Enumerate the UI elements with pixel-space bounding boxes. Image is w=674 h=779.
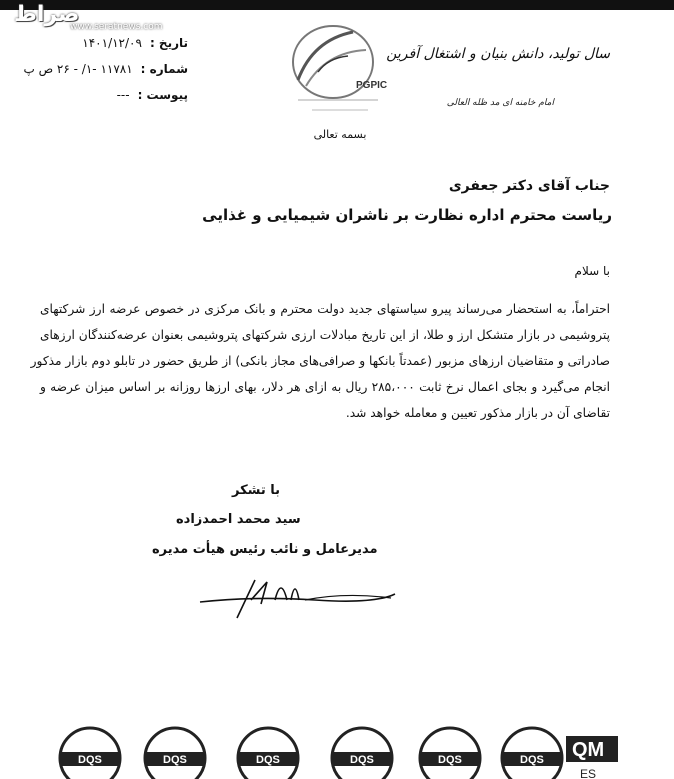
attachment-value: --- [116,88,130,102]
letter-meta [18,36,188,114]
besmeh: بسمه تعالی [313,128,367,141]
date-row [18,36,188,62]
date-value: ۱۴۰۱/۱۲/۰۹ [82,36,142,50]
handwritten-signature [195,570,400,620]
certification-logos [0,712,674,779]
svg-text:DQS: DQS [163,754,187,766]
watermark-logo: صراط [14,2,80,27]
body-line: تقاضای آن در بازار مذکور تعیین و معامله خواهد شد. [345,406,610,420]
watermark [8,2,163,40]
signer-name: سید محمد احمدزاده [176,512,301,527]
body-line: صادراتی و متقاضیان ارزهای مزبور (عمدتاً بانکها و صرافی‌های مجاز بانکی) از طریق حضور در تابلو دوم بازار مذکور [30,354,610,368]
attachment-label: پیوست : [137,88,188,102]
svg-text:DQS: DQS [520,754,544,766]
signer-title: مدیرعامل و نائب رئیس هیأت مدیره [152,542,378,557]
svg-text:DQS: DQS [438,754,462,766]
letter-body [30,296,610,426]
svg-text:DQS: DQS [350,754,374,766]
svg-text:DQS: DQS [78,754,102,766]
slogan-attribution: امام خامنه ای مد ظله العالی [446,98,554,108]
qm-sub-label: ES [580,767,597,779]
body-line: پتروشیمی در بازار متشکل ارز و طلا، از این تاریخ مبادلات ارزی شرکتهای پتروشیمی بعنوان عرضه‌کنندگان ارزهای [40,328,610,342]
number-row [18,62,188,88]
body-line: انجام می‌گیرد و بجای اعمال نرخ ثابت ۲۸۵،۰۰۰ ریال به ازای هر دلار، بهای ارزها روزانه بر اساس میزان عرضه و [40,380,610,394]
watermark-url: www.seratnews.com [70,22,163,32]
company-logo [278,20,398,132]
number-value: ۱۱۷۸۱ -۱/ - ۲۶ ص پ [23,62,133,76]
date-label: تاریخ : [149,36,188,50]
recipient-name: جناب آقای دکتر جعفری [448,178,610,194]
recipient-title: ریاست محترم اداره نظارت بر ناشران شیمیایی و غذایی [202,206,612,224]
logo-brand-text: PGPIC [356,80,388,91]
svg-text:DQS: DQS [256,754,280,766]
certification-footer [0,712,674,779]
closing-thanks: با تشکر [232,483,281,498]
qm-label: QM [572,739,605,761]
year-slogan: سال تولید، دانش بنیان و اشتغال آفرین [386,46,610,62]
number-label: شماره : [140,62,188,76]
body-line: احتراماً، به استحضار می‌رساند پیرو سیاستهای جدید دولت محترم و بانک مرکزی در خصوص عرضه ارز شرکتهای [40,302,610,316]
greeting: با سلام [574,264,610,278]
attachment-row [18,88,188,114]
